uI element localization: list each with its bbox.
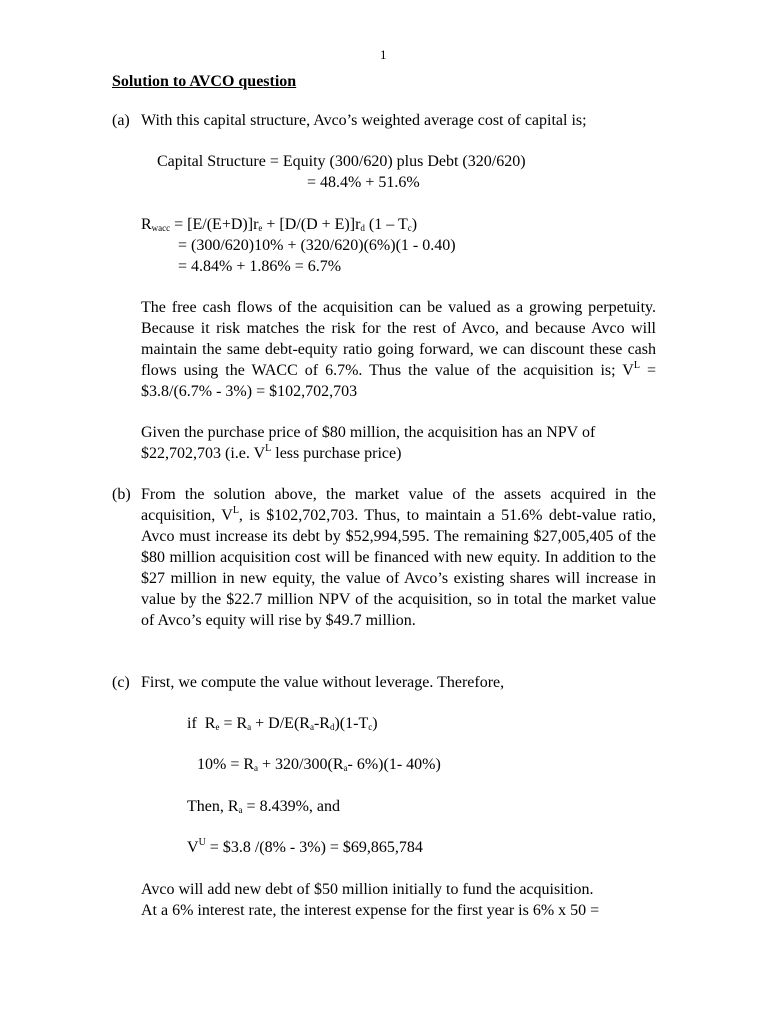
capital-structure-values: = 48.4% + 51.6% bbox=[307, 174, 420, 191]
new-debt-line-1: Avco will add new debt of $50 million initially to fund the acquisition. bbox=[141, 881, 594, 898]
wacc-formula: $R_{wacc} = [E/(E+D)]r_e + [D/(D + E)]r_d$ $(1 - T_c)$ bbox=[141, 216, 418, 233]
part-b-paragraph: From the solution above, the market value of the assets acquired in the acquisition, $V^L$, is $102,702,703. Thus, to maintain a 51.6% debt-value ratio, Avco must increase its debt by $52,994,595. The remaining $27,005,405 of the $80 million acquisition cost will be financed with new equity. In addition to the $27 million in new equity, the value of Avco’s existing shares will increase in value by the $22.7 million NPV of the acquisition, so in total the market value of Avco’s equity will rise by $49.7 million. bbox=[141, 486, 656, 629]
new-debt-line-2: At a 6% interest rate, the interest expense for the first year is 6% x 50 = bbox=[141, 902, 600, 919]
wacc-line-3: = 4.84% + 1.86% = 6.7% bbox=[178, 258, 342, 275]
part-a-label: (a) bbox=[112, 112, 130, 129]
part-c-intro: First, we compute the value without leverage. Therefore, bbox=[141, 674, 505, 691]
npv-paragraph-line-1: Given the purchase price of $80 million, the acquisition has an NPV of bbox=[141, 424, 596, 441]
free-cash-flow-paragraph: The free cash flows of the acquisition can be valued as a growing perpetuity. Because it risk matches the risk for the rest of Avco, and because Avco will maintain the same debt-equity ratio going forward, we can discount these cash flows using the WACC of 6.7%. Thus the value of the acquisition is; $V^L$ = $3.8/(6.7% - 3%) = $102,702,703 bbox=[141, 299, 656, 400]
part-a-intro: With this capital structure, Avco’s weighted average cost of capital is; bbox=[141, 112, 587, 129]
equation-cost-of-equity: if $R_e = R_a + D/E(R_a-R_d)(1-T_c)$ bbox=[187, 715, 378, 732]
npv-paragraph-line-2: $22,702,703 (i.e. $V^L$ less purchase price) bbox=[141, 443, 402, 462]
part-c-label: (c) bbox=[112, 674, 130, 691]
equation-unlevered-return: Then, $R_a = 8.439\%$, and bbox=[187, 798, 340, 815]
equation-unlevered-value: $V^U$ = $3.8 /(8% - 3%) = $69,865,784 bbox=[187, 837, 423, 856]
page-number: 1 bbox=[380, 47, 387, 62]
capital-structure-line: Capital Structure = Equity (300/620) plus Debt (320/620) bbox=[157, 153, 526, 170]
wacc-line-2: = (300/620)10% + (320/620)(6%)(1 - 0.40) bbox=[178, 237, 456, 254]
document-title: Solution to AVCO question bbox=[112, 73, 297, 90]
part-b-label: (b) bbox=[112, 486, 131, 503]
equation-substituted: $10\% = R_a + 320/300(R_a-$ 6%)(1- 40%) bbox=[197, 756, 441, 773]
